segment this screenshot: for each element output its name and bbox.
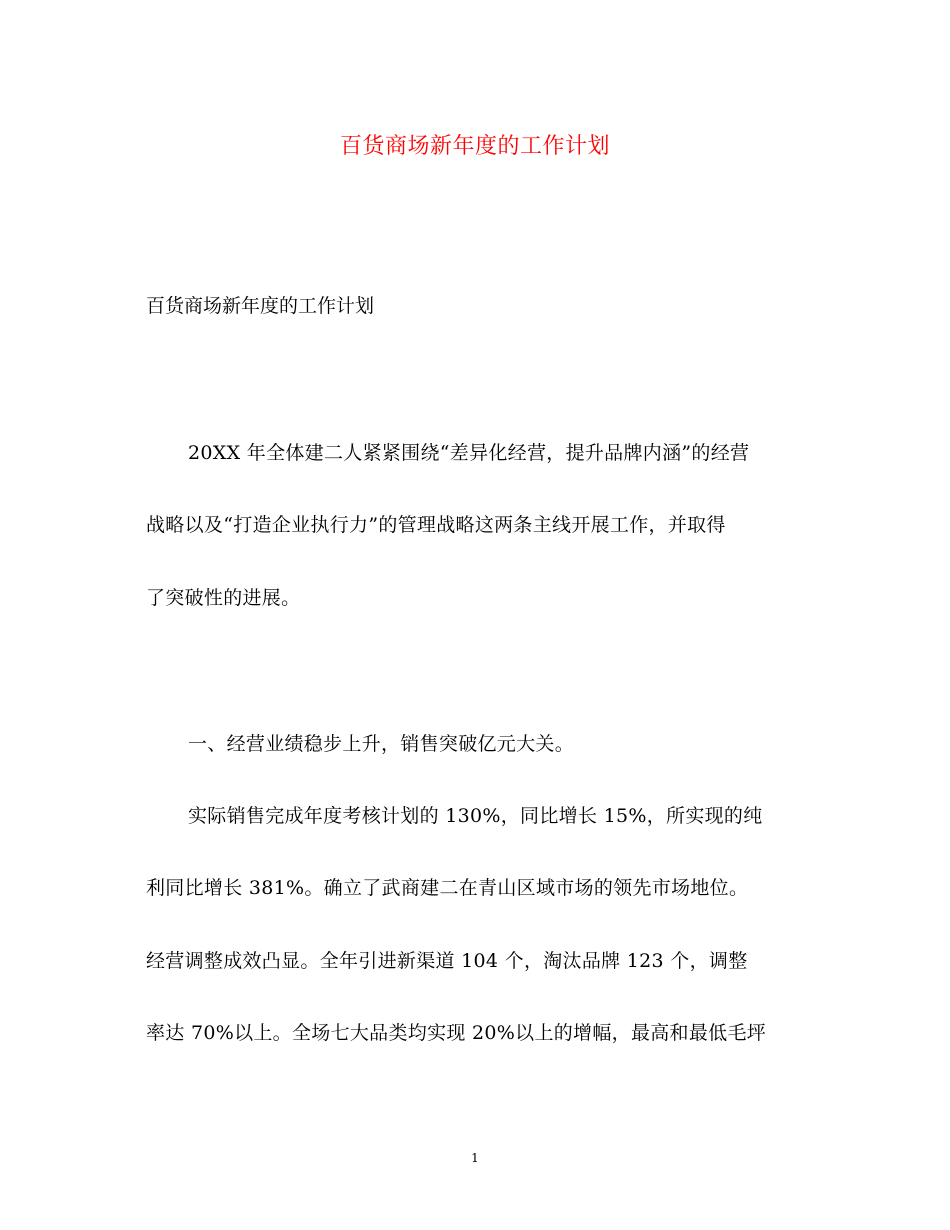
paragraph-2-line-1: 实际销售完成年度考核计划的 130%，同比增长 15%，所实现的纯 — [188, 805, 763, 827]
page-number: 1 — [471, 1151, 479, 1165]
paragraph-1-line-3: 了突破性的进展。 — [146, 587, 301, 609]
document-title: 百货商场新年度的工作计划 — [339, 134, 610, 159]
paragraph-1-line-2: 战略以及“打造企业执行力”的管理战略这两条主线开展工作，并取得 — [146, 514, 726, 536]
paragraph-1-line-1: 20XX 年全体建二人紧紧围绕“差异化经营，提升品牌内涵”的经营 — [188, 442, 750, 464]
document-subtitle: 百货商场新年度的工作计划 — [146, 295, 375, 317]
section-1-heading: 一、经营业绩稳步上升，销售突破亿元大关。 — [188, 733, 575, 755]
paragraph-2-line-4: 率达 70%以上。全场七大品类均实现 20%以上的增幅，最高和最低毛坪 — [146, 1022, 767, 1044]
paragraph-2-line-3: 经营调整成效凸显。全年引进新渠道 104 个，淘汰品牌 123 个，调整 — [146, 950, 748, 972]
paragraph-2-line-2: 利同比增长 381%。确立了武商建二在青山区域市场的领先市场地位。 — [146, 877, 749, 899]
